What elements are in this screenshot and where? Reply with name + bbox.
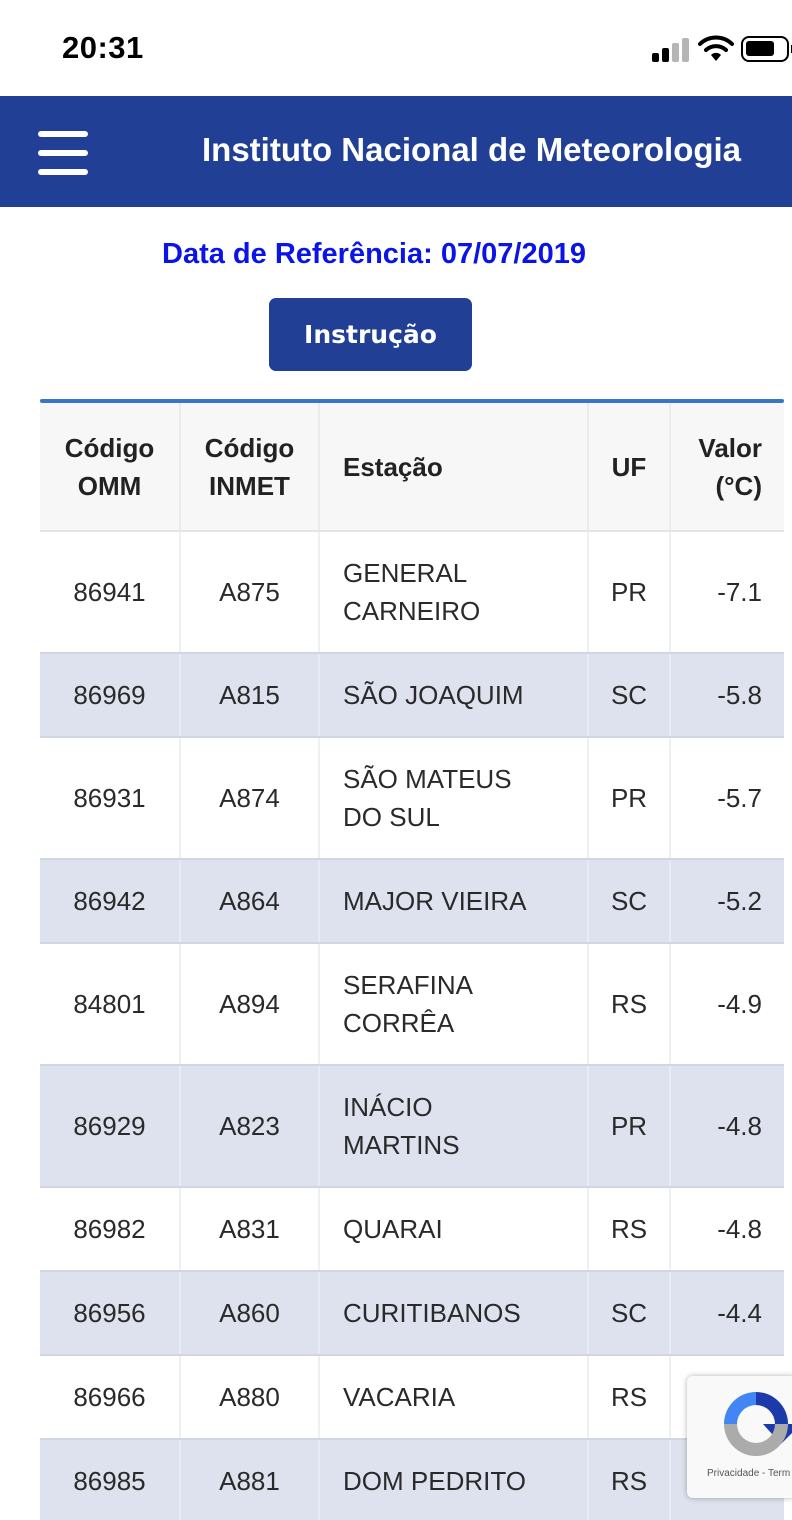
menu-icon[interactable] <box>38 131 88 175</box>
recaptcha-badge[interactable] <box>687 1376 792 1498</box>
cell-uf: RS <box>588 1439 670 1520</box>
cell-uf: SC <box>588 859 670 943</box>
cell-inmet: A823 <box>180 1065 319 1187</box>
reference-date: Data de Referência: 07/07/2019 <box>162 238 586 270</box>
status-time: 20:31 <box>62 30 144 65</box>
cell-uf: RS <box>588 1187 670 1271</box>
cell-omm: 86942 <box>40 859 180 943</box>
table-row <box>40 943 784 1065</box>
cell-omm: 86931 <box>40 737 180 859</box>
cell-station: MAJOR VIEIRA <box>319 859 588 943</box>
cell-station: GENERAL CARNEIRO <box>319 531 588 653</box>
table-row <box>40 1187 784 1271</box>
col-header-value[interactable]: Valor (°C) <box>670 403 784 531</box>
recaptcha-icon <box>711 1384 792 1464</box>
cell-station: INÁCIO MARTINS <box>319 1065 588 1187</box>
table-row <box>40 653 784 737</box>
cell-value: -5.2 <box>670 859 784 943</box>
cell-station: QUARAI <box>319 1187 588 1271</box>
cell-uf: PR <box>588 531 670 653</box>
table-row <box>40 737 784 859</box>
cell-inmet: A875 <box>180 531 319 653</box>
table-row <box>40 859 784 943</box>
table-row <box>40 1065 784 1187</box>
stations-table <box>40 399 784 1520</box>
cell-value: -4.9 <box>670 943 784 1065</box>
status-bar <box>0 0 792 96</box>
table-row <box>40 1439 784 1520</box>
cell-value: -5.7 <box>670 737 784 859</box>
cell-station: VACARIA <box>319 1355 588 1439</box>
cell-inmet: A860 <box>180 1271 319 1355</box>
cell-omm: 86985 <box>40 1439 180 1520</box>
battery-icon <box>741 36 789 62</box>
cell-station: SÃO JOAQUIM <box>319 653 588 737</box>
table-row <box>40 1271 784 1355</box>
cell-inmet: A874 <box>180 737 319 859</box>
col-header-inmet[interactable]: Código INMET <box>180 403 319 531</box>
table-row <box>40 1355 784 1439</box>
cell-value: -7.1 <box>670 531 784 653</box>
col-header-uf[interactable]: UF <box>588 403 670 531</box>
cell-station: SÃO MATEUS DO SUL <box>319 737 588 859</box>
cell-omm: 86929 <box>40 1065 180 1187</box>
col-header-station[interactable]: Estação <box>319 403 588 531</box>
cell-station: SERAFINA CORRÊA <box>319 943 588 1065</box>
cell-value: -4.8 <box>670 1187 784 1271</box>
page-title: Instituto Nacional de Meteorologia <box>202 131 742 168</box>
cell-value: -5.8 <box>670 653 784 737</box>
cell-uf: RS <box>588 943 670 1065</box>
cell-inmet: A815 <box>180 653 319 737</box>
col-header-omm[interactable]: Código OMM <box>40 403 180 531</box>
cell-omm: 86941 <box>40 531 180 653</box>
cellular-signal-icon <box>652 38 692 62</box>
cell-uf: RS <box>588 1355 670 1439</box>
cell-uf: PR <box>588 737 670 859</box>
cell-omm: 86982 <box>40 1187 180 1271</box>
cell-omm: 84801 <box>40 943 180 1065</box>
recaptcha-privacy-link[interactable]: Privacidade - Term <box>707 1468 791 1479</box>
cell-omm: 86966 <box>40 1355 180 1439</box>
cell-value: -4.8 <box>670 1065 784 1187</box>
cell-inmet: A881 <box>180 1439 319 1520</box>
cell-uf: PR <box>588 1065 670 1187</box>
table-header-row <box>40 403 784 531</box>
wifi-icon <box>698 34 734 62</box>
cell-uf: SC <box>588 653 670 737</box>
cell-inmet: A831 <box>180 1187 319 1271</box>
instruction-button[interactable]: Instrução <box>269 298 472 371</box>
cell-inmet: A864 <box>180 859 319 943</box>
cell-omm: 86956 <box>40 1271 180 1355</box>
cell-inmet: A894 <box>180 943 319 1065</box>
cell-uf: SC <box>588 1271 670 1355</box>
cell-station: CURITIBANOS <box>319 1271 588 1355</box>
cell-inmet: A880 <box>180 1355 319 1439</box>
table-row <box>40 531 784 653</box>
cell-station: DOM PEDRITO <box>319 1439 588 1520</box>
cell-value: -4.4 <box>670 1271 784 1355</box>
cell-omm: 86969 <box>40 653 180 737</box>
